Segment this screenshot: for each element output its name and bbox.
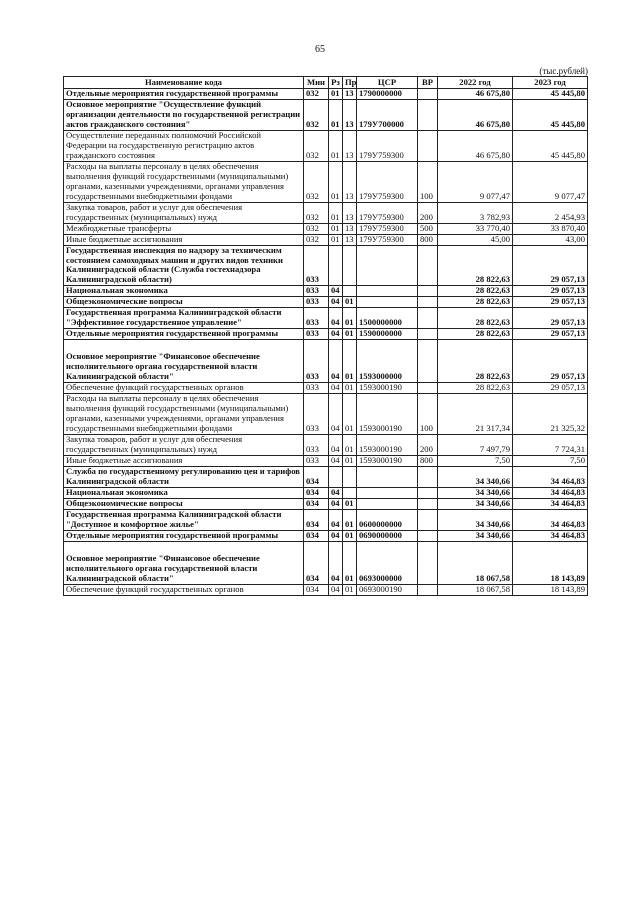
cell-2023: 29 057,13 <box>513 297 588 308</box>
cell-vr <box>418 466 438 487</box>
cell-2022: 7 497,79 <box>438 435 513 456</box>
cell-rz: 01 <box>329 202 343 223</box>
table-row <box>64 234 588 245</box>
cell-csr <box>357 466 418 487</box>
cell-rz <box>329 245 343 286</box>
cell-vr <box>418 329 438 340</box>
cell-rz: 01 <box>329 99 343 130</box>
cell-vr: 500 <box>418 223 438 234</box>
cell-2022: 7,50 <box>438 455 513 466</box>
cell-pr: 13 <box>343 99 357 130</box>
table-row <box>64 245 588 286</box>
table-row <box>64 130 588 161</box>
cell-name: Иные бюджетные ассигнования <box>64 455 304 466</box>
cell-rz: 01 <box>329 130 343 161</box>
cell-pr: 13 <box>343 161 357 202</box>
table-header-row <box>64 77 588 89</box>
cell-2022: 34 340,66 <box>438 498 513 509</box>
cell-min: 034 <box>304 509 329 530</box>
table-row <box>64 487 588 498</box>
column-header-2023: 2023 год <box>513 77 588 89</box>
cell-min: 032 <box>304 234 329 245</box>
cell-csr <box>357 487 418 498</box>
table-row <box>64 498 588 509</box>
cell-csr <box>357 297 418 308</box>
cell-name: Расходы на выплаты персоналу в целях обеспечения выполнения функций государственными (муниципальными) органами, казенными учреждениями, органами управления государственными внебюджетными фондами <box>64 394 304 435</box>
cell-2023: 29 057,13 <box>513 340 588 383</box>
cell-2023: 45 445,80 <box>513 130 588 161</box>
cell-name: Общеэкономические вопросы <box>64 297 304 308</box>
table-row <box>64 308 588 329</box>
cell-2023: 29 057,13 <box>513 329 588 340</box>
cell-name: Закупка товаров, работ и услуг для обеспечения государственных (муниципальных) нужд <box>64 435 304 456</box>
cell-pr: 01 <box>343 329 357 340</box>
cell-rz: 04 <box>329 286 343 297</box>
cell-csr: 1593000190 <box>357 455 418 466</box>
cell-vr <box>418 498 438 509</box>
cell-2023: 34 464,83 <box>513 498 588 509</box>
cell-min: 032 <box>304 89 329 100</box>
cell-2023: 29 057,13 <box>513 308 588 329</box>
table-row <box>64 297 588 308</box>
cell-vr: 800 <box>418 234 438 245</box>
cell-vr <box>418 383 438 394</box>
cell-name: Отдельные мероприятия государственной программы <box>64 530 304 541</box>
cell-2023: 33 870,40 <box>513 223 588 234</box>
cell-vr <box>418 340 438 383</box>
cell-csr: 179У759300 <box>357 223 418 234</box>
cell-csr: 179У759300 <box>357 130 418 161</box>
cell-rz: 04 <box>329 487 343 498</box>
cell-rz: 04 <box>329 584 343 595</box>
cell-rz: 01 <box>329 161 343 202</box>
cell-rz: 04 <box>329 394 343 435</box>
cell-2022: 3 782,93 <box>438 202 513 223</box>
table-row <box>64 584 588 595</box>
table-row <box>64 435 588 456</box>
units-label: (тыс.рублей) <box>539 66 588 76</box>
cell-csr: 0690000000 <box>357 530 418 541</box>
cell-csr: 179У759300 <box>357 234 418 245</box>
cell-vr: 200 <box>418 435 438 456</box>
cell-2022: 45,00 <box>438 234 513 245</box>
cell-2022: 33 770,40 <box>438 223 513 234</box>
cell-name: Национальная экономика <box>64 286 304 297</box>
cell-csr: 1593000000 <box>357 340 418 383</box>
cell-pr: 01 <box>343 435 357 456</box>
cell-pr: 13 <box>343 202 357 223</box>
cell-min: 032 <box>304 202 329 223</box>
cell-vr <box>418 245 438 286</box>
cell-name: Отдельные мероприятия государственной программы <box>64 89 304 100</box>
cell-2023: 29 057,13 <box>513 245 588 286</box>
cell-min: 032 <box>304 161 329 202</box>
cell-2023: 7,50 <box>513 455 588 466</box>
cell-csr: 179У759300 <box>357 202 418 223</box>
cell-pr: 13 <box>343 89 357 100</box>
cell-2023: 18 143,89 <box>513 541 588 584</box>
cell-min: 034 <box>304 530 329 541</box>
cell-name: Основное мероприятие "Осуществление функций организации деятельности по государственной регистрации актов гражданского состояния" <box>64 99 304 130</box>
cell-pr <box>343 245 357 286</box>
cell-2022: 34 340,66 <box>438 487 513 498</box>
cell-name: Государственная инспекция по надзору за техническим состоянием самоходных машин и других видов техники Калининградской области (Служба гостехнадзора Калининградской области) <box>64 245 304 286</box>
cell-pr: 13 <box>343 234 357 245</box>
cell-min: 033 <box>304 455 329 466</box>
cell-vr <box>418 308 438 329</box>
cell-min: 034 <box>304 487 329 498</box>
cell-csr: 1593000190 <box>357 383 418 394</box>
cell-name: Обеспечение функций государственных органов <box>64 383 304 394</box>
table-row <box>64 286 588 297</box>
cell-min: 034 <box>304 498 329 509</box>
cell-vr: 800 <box>418 455 438 466</box>
cell-name: Иные бюджетные ассигнования <box>64 234 304 245</box>
cell-pr: 01 <box>343 498 357 509</box>
cell-2022: 28 822,63 <box>438 329 513 340</box>
table-row <box>64 89 588 100</box>
cell-pr: 01 <box>343 509 357 530</box>
cell-2023: 34 464,83 <box>513 530 588 541</box>
cell-2022: 46 675,80 <box>438 89 513 100</box>
cell-vr <box>418 130 438 161</box>
cell-csr: 0693000000 <box>357 541 418 584</box>
cell-vr: 200 <box>418 202 438 223</box>
cell-pr: 13 <box>343 130 357 161</box>
cell-csr: 1593000190 <box>357 394 418 435</box>
cell-csr <box>357 245 418 286</box>
cell-pr: 01 <box>343 394 357 435</box>
cell-csr: 1790000000 <box>357 89 418 100</box>
cell-name: Государственная программа Калининградской области "Эффективное государственное управление" <box>64 308 304 329</box>
table-row <box>64 509 588 530</box>
cell-2023: 29 057,13 <box>513 383 588 394</box>
cell-pr <box>343 466 357 487</box>
table-row <box>64 466 588 487</box>
cell-min: 032 <box>304 130 329 161</box>
cell-2023: 43,00 <box>513 234 588 245</box>
cell-min: 033 <box>304 435 329 456</box>
cell-rz: 01 <box>329 89 343 100</box>
cell-min: 033 <box>304 286 329 297</box>
cell-name: Служба по государственному регулированию цен и тарифов Калининградской области <box>64 466 304 487</box>
cell-vr <box>418 286 438 297</box>
cell-name: Обеспечение функций государственных органов <box>64 584 304 595</box>
column-header-pr: Пр <box>343 77 357 89</box>
cell-min: 032 <box>304 223 329 234</box>
cell-2023: 45 445,80 <box>513 99 588 130</box>
cell-pr: 01 <box>343 530 357 541</box>
cell-2022: 9 077,47 <box>438 161 513 202</box>
cell-rz: 04 <box>329 435 343 456</box>
column-header-min: Мин <box>304 77 329 89</box>
cell-2022: 34 340,66 <box>438 466 513 487</box>
cell-rz: 04 <box>329 308 343 329</box>
table-row <box>64 202 588 223</box>
budget-table <box>63 76 588 596</box>
cell-min: 033 <box>304 340 329 383</box>
cell-vr <box>418 541 438 584</box>
cell-min: 033 <box>304 297 329 308</box>
cell-2023: 29 057,13 <box>513 286 588 297</box>
cell-vr <box>418 89 438 100</box>
cell-2022: 21 317,34 <box>438 394 513 435</box>
cell-name: Общеэкономические вопросы <box>64 498 304 509</box>
cell-name: Межбюджетные трансферты <box>64 223 304 234</box>
cell-min: 034 <box>304 466 329 487</box>
cell-min: 033 <box>304 394 329 435</box>
cell-csr: 179У759300 <box>357 161 418 202</box>
cell-pr: 01 <box>343 455 357 466</box>
cell-rz: 04 <box>329 383 343 394</box>
cell-rz: 04 <box>329 541 343 584</box>
cell-csr: 1590000000 <box>357 329 418 340</box>
column-header-rz: Рз <box>329 77 343 89</box>
cell-min: 033 <box>304 245 329 286</box>
cell-pr <box>343 487 357 498</box>
table-row <box>64 329 588 340</box>
table-body <box>64 89 588 596</box>
cell-pr: 13 <box>343 223 357 234</box>
cell-2023: 2 454,93 <box>513 202 588 223</box>
cell-name: Национальная экономика <box>64 487 304 498</box>
cell-2022: 18 067,58 <box>438 541 513 584</box>
cell-name: Осуществление переданных полномочий Российской Федерации на государственную регистрацию актов гражданского состояния <box>64 130 304 161</box>
cell-csr <box>357 498 418 509</box>
cell-rz: 04 <box>329 530 343 541</box>
cell-min: 034 <box>304 584 329 595</box>
cell-2023: 45 445,80 <box>513 89 588 100</box>
cell-2022: 46 675,80 <box>438 99 513 130</box>
cell-vr: 100 <box>418 394 438 435</box>
cell-pr: 01 <box>343 297 357 308</box>
cell-vr <box>418 99 438 130</box>
cell-rz <box>329 466 343 487</box>
cell-2022: 28 822,63 <box>438 297 513 308</box>
cell-2023: 34 464,83 <box>513 487 588 498</box>
cell-pr: 01 <box>343 383 357 394</box>
cell-csr: 0600000000 <box>357 509 418 530</box>
cell-2023: 34 464,83 <box>513 466 588 487</box>
cell-2023: 34 464,83 <box>513 509 588 530</box>
cell-rz: 01 <box>329 223 343 234</box>
column-header-csr: ЦСР <box>357 77 418 89</box>
cell-vr <box>418 584 438 595</box>
cell-vr <box>418 487 438 498</box>
cell-vr <box>418 509 438 530</box>
cell-pr: 01 <box>343 340 357 383</box>
cell-pr: 01 <box>343 308 357 329</box>
cell-pr: 01 <box>343 541 357 584</box>
cell-name: Расходы на выплаты персоналу в целях обеспечения выполнения функций государственными (муниципальными) органами, казенными учреждениями, органами управления государственными внебюджетными фондами <box>64 161 304 202</box>
cell-2023: 9 077,47 <box>513 161 588 202</box>
cell-2023: 18 143,89 <box>513 584 588 595</box>
column-header-2022: 2022 год <box>438 77 513 89</box>
cell-csr <box>357 286 418 297</box>
table-row <box>64 530 588 541</box>
cell-vr <box>418 297 438 308</box>
cell-rz: 04 <box>329 340 343 383</box>
cell-pr <box>343 286 357 297</box>
cell-csr: 0693000190 <box>357 584 418 595</box>
table-row <box>64 394 588 435</box>
cell-2022: 28 822,63 <box>438 286 513 297</box>
cell-rz: 04 <box>329 498 343 509</box>
table-row <box>64 223 588 234</box>
table-row <box>64 340 588 383</box>
cell-name: Основное мероприятие "Финансовое обеспечение исполнительного органа государственной власти Калининградской области" <box>64 340 304 383</box>
cell-csr: 1593000190 <box>357 435 418 456</box>
table-row <box>64 161 588 202</box>
cell-vr: 100 <box>418 161 438 202</box>
cell-name: Отдельные мероприятия государственной программы <box>64 329 304 340</box>
cell-rz: 01 <box>329 234 343 245</box>
cell-2022: 34 340,66 <box>438 509 513 530</box>
cell-name: Закупка товаров, работ и услуг для обеспечения государственных (муниципальных) нужд <box>64 202 304 223</box>
page-number: 65 <box>315 44 325 55</box>
cell-rz: 04 <box>329 455 343 466</box>
cell-rz: 04 <box>329 509 343 530</box>
cell-csr: 179У700000 <box>357 99 418 130</box>
cell-vr <box>418 530 438 541</box>
cell-2022: 46 675,80 <box>438 130 513 161</box>
cell-min: 033 <box>304 329 329 340</box>
table-row <box>64 455 588 466</box>
table-row <box>64 99 588 130</box>
cell-min: 033 <box>304 308 329 329</box>
cell-2023: 21 325,32 <box>513 394 588 435</box>
cell-name: Основное мероприятие "Финансовое обеспечение исполнительного органа государственной власти Калининградской области" <box>64 541 304 584</box>
cell-2022: 28 822,63 <box>438 308 513 329</box>
table-row <box>64 541 588 584</box>
column-header-vr: ВР <box>418 77 438 89</box>
cell-name: Государственная программа Калининградской области "Доступное и комфортное жилье" <box>64 509 304 530</box>
cell-2022: 18 067,58 <box>438 584 513 595</box>
cell-2022: 34 340,66 <box>438 530 513 541</box>
cell-2022: 28 822,63 <box>438 383 513 394</box>
cell-csr: 1500000000 <box>357 308 418 329</box>
cell-min: 033 <box>304 383 329 394</box>
cell-rz: 04 <box>329 329 343 340</box>
cell-rz: 04 <box>329 297 343 308</box>
cell-min: 032 <box>304 99 329 130</box>
cell-2022: 28 822,63 <box>438 340 513 383</box>
column-header-name: Наименование кода <box>64 77 304 89</box>
cell-pr: 01 <box>343 584 357 595</box>
cell-2022: 28 822,63 <box>438 245 513 286</box>
cell-2023: 7 724,31 <box>513 435 588 456</box>
table-row <box>64 383 588 394</box>
cell-min: 034 <box>304 541 329 584</box>
